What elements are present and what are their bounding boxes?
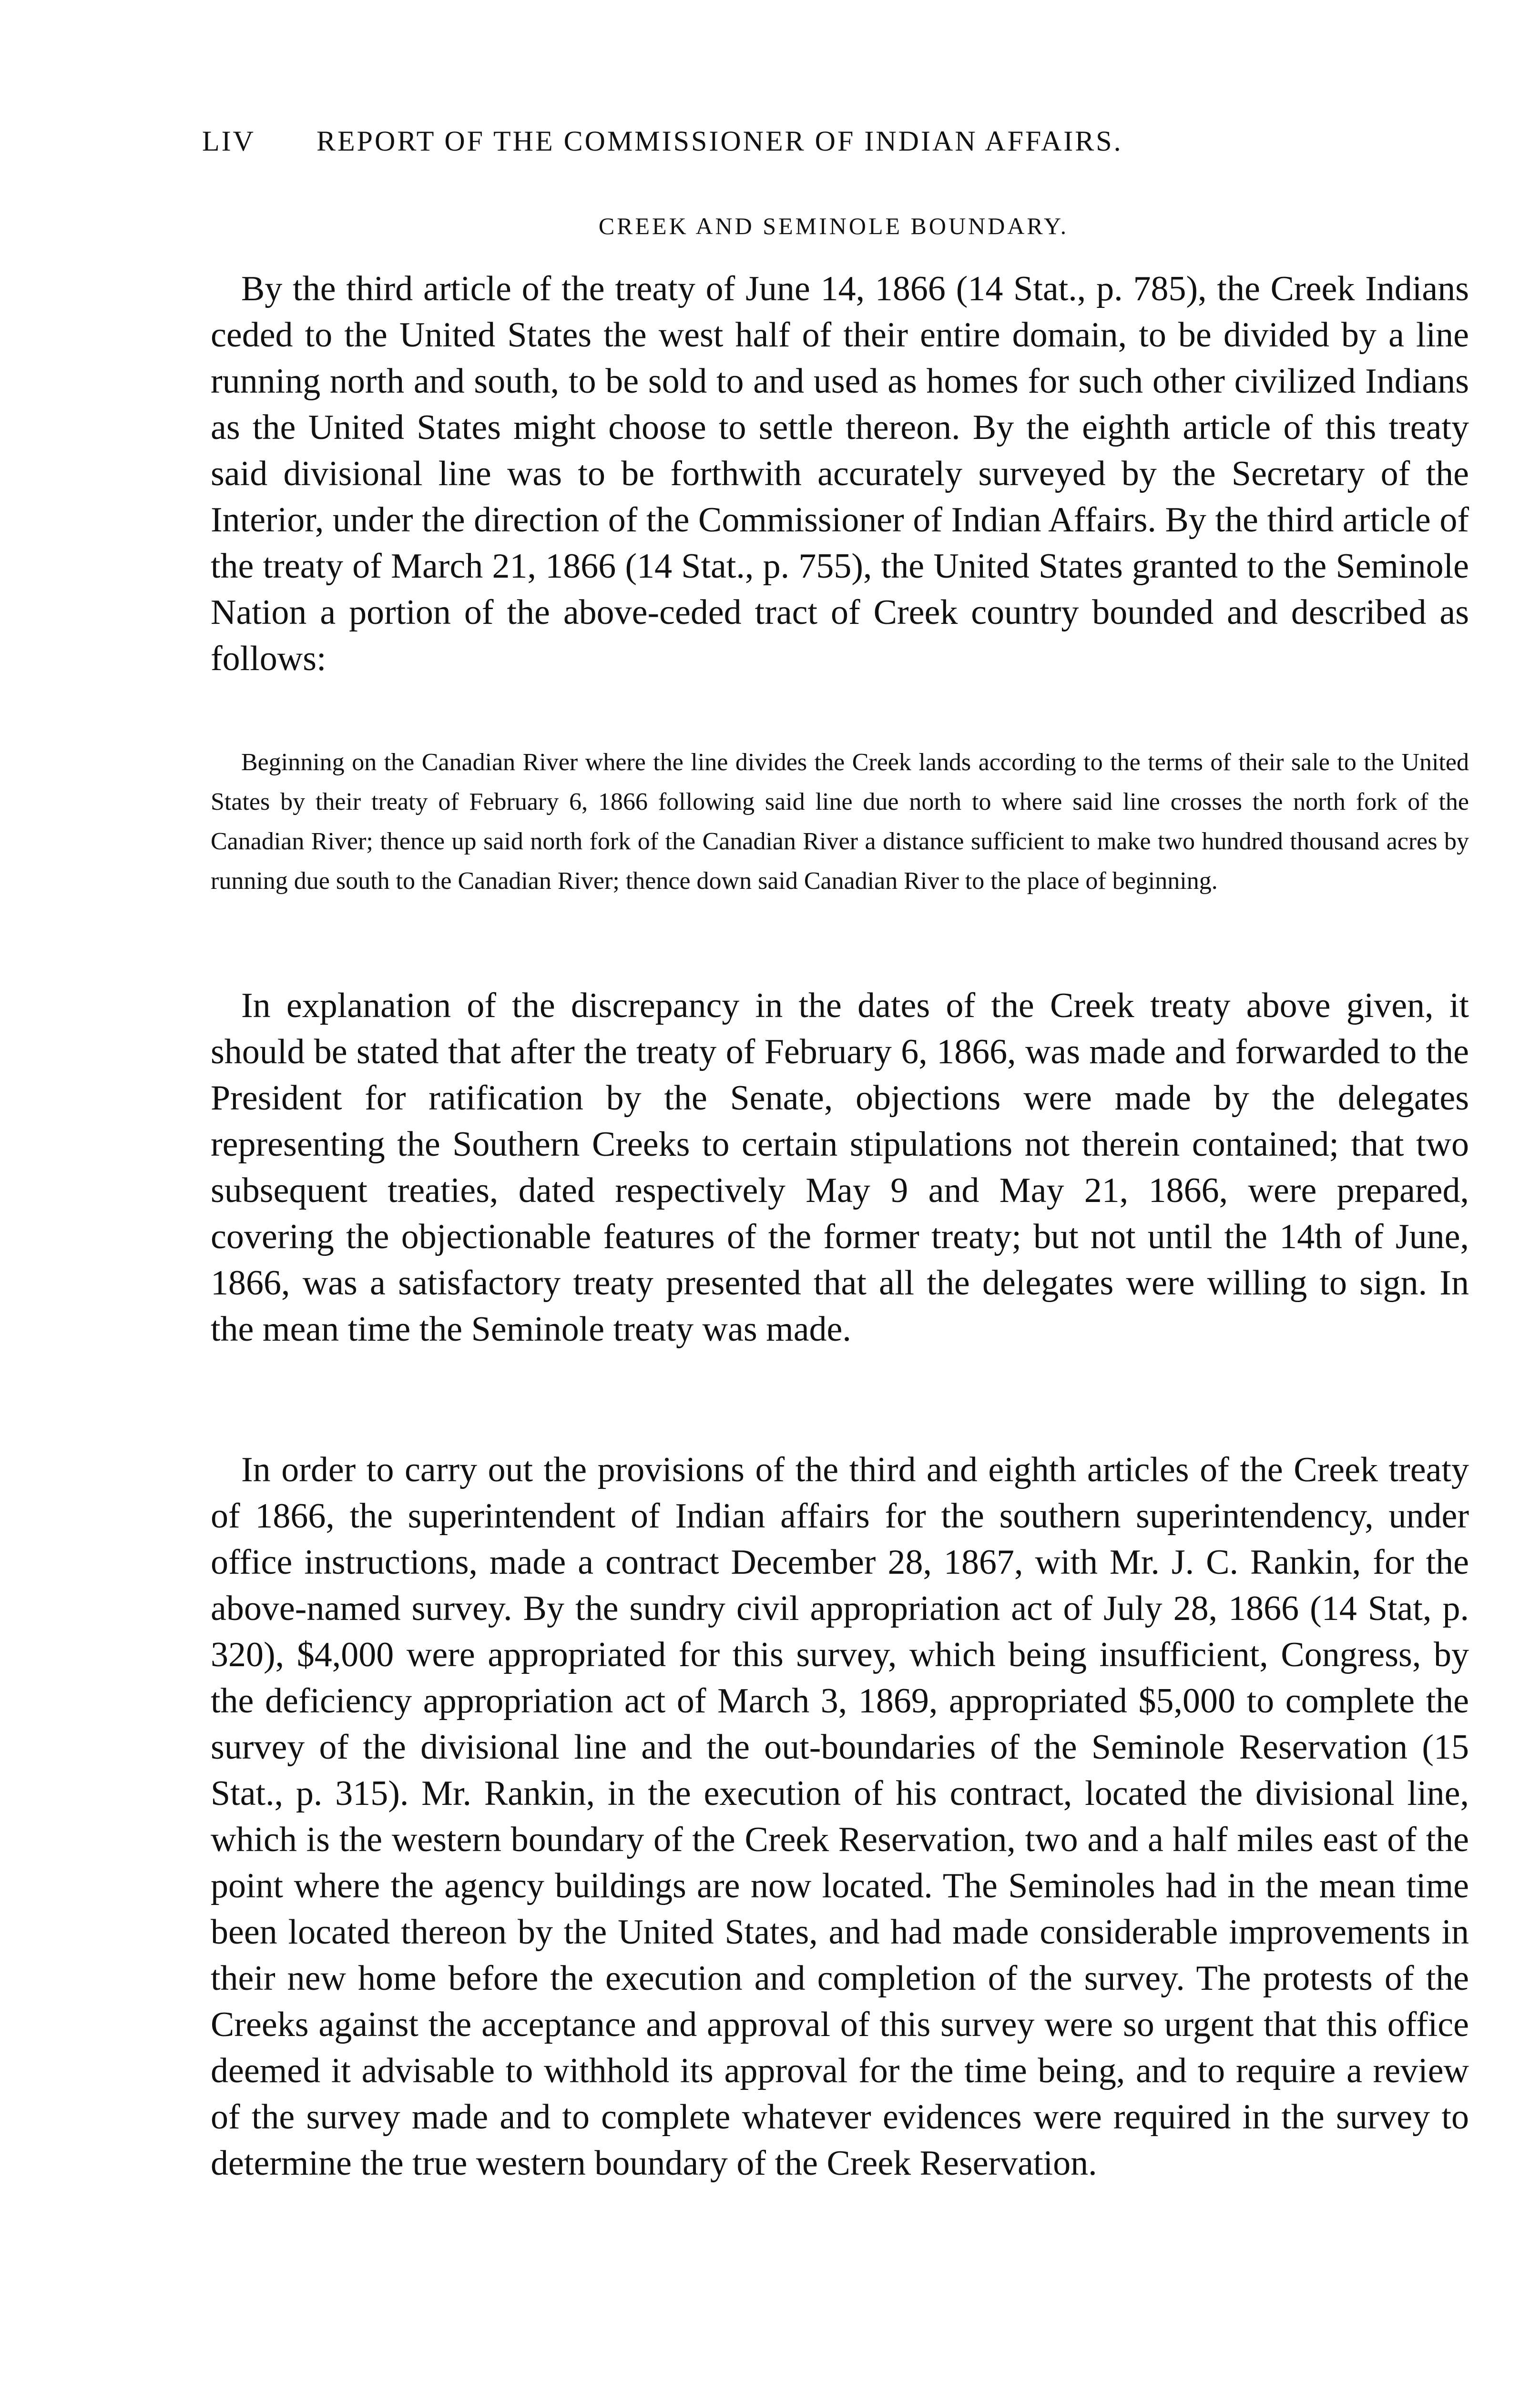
running-title: REPORT OF THE COMMISSIONER OF INDIAN AFFAIRS. xyxy=(316,125,1123,157)
page-number: LIV xyxy=(202,125,255,157)
running-head xyxy=(202,125,1341,158)
body-paragraph-2: In explanation of the discrepancy in the dates of the Creek treaty above given, it should be stated that after the treaty of February 6, 1866, was made and forwarded to the President for ratification by the Senate, objections were made by the delegates representing the Southern Creeks to certain stipulations not therein contained; that two subsequent treaties, dated respectively May 9 and May 21, 1866, were prepared, covering the objectionable features of the former treaty; but not until the 14th of June, 1866, was a satisfactory treaty presented that all the delegates were willing to sign. In the mean time the Seminole treaty was made. xyxy=(211,986,1469,1349)
body-paragraph-1: By the third article of the treaty of June 14, 1866 (14 Stat., p. 785), the Creek Indians ceded to the United States the west half of their entire domain, to be divided by a line running north and south, to be sold to and used as homes for such other civilized Indians as the United States might choose to settle thereon. By the eighth article of this treaty said divisional line was to be forthwith accurately surveyed by the Secretary of the Interior, under the direction of the Commissioner of Indian Affairs. By the third article of the treaty of March 21, 1866 (14 Stat., p. 755), the United States granted to the Seminole Nation a portion of the above-ceded tract of Creek country bounded and described as follows: xyxy=(211,269,1469,678)
treaty-quote: Beginning on the Canadian River where the line divides the Creek lands according to the terms of their sale to the United States by their treaty of February 6, 1866 following said line due north to where said line crosses the north fork of the Canadian River; thence up said north fork of the Canadian River a distance sufficient to make two hundred thousand acres by running due south to the Canadian River; thence down said Canadian River to the place of beginning. xyxy=(211,749,1469,895)
section-title: CREEK AND SEMINOLE BOUNDARY. xyxy=(598,213,1069,239)
body-paragraph-3: In order to carry out the provisions of the third and eighth articles of the Creek treaty of 1866, the superintendent of Indian affairs for the southern superintendency, under office instructions, made a contract December 28, 1867, with Mr. J. C. Rankin, for the above-named survey. By the sundry civil appropriation act of July 28, 1866 (14 Stat, p. 320), $4,000 were appropriated for this survey, which being insufficient, Congress, by the deficiency appropriation act of March 3, 1869, appropriated $5,000 to complete the survey of the divisional line and the out-boundaries of the Seminole Reservation (15 Stat., p. 315). Mr. Rankin, in the execution of his contract, located the divisional line, which is the western boundary of the Creek Reservation, two and a half miles east of the point where the agency buildings are now located. The Seminoles had in the mean time been located thereon by the United States, and had made considerable improvements in their new home before the execution and completion of the survey. The protests of the Creeks against the acceptance and approval of this survey were so urgent that this office deemed it advisable to withhold its approval for the time being, and to require a review of the survey made and to complete whatever evidences were required in the survey to determine the true western boundary of the Creek Reservation. xyxy=(211,1450,1469,2183)
